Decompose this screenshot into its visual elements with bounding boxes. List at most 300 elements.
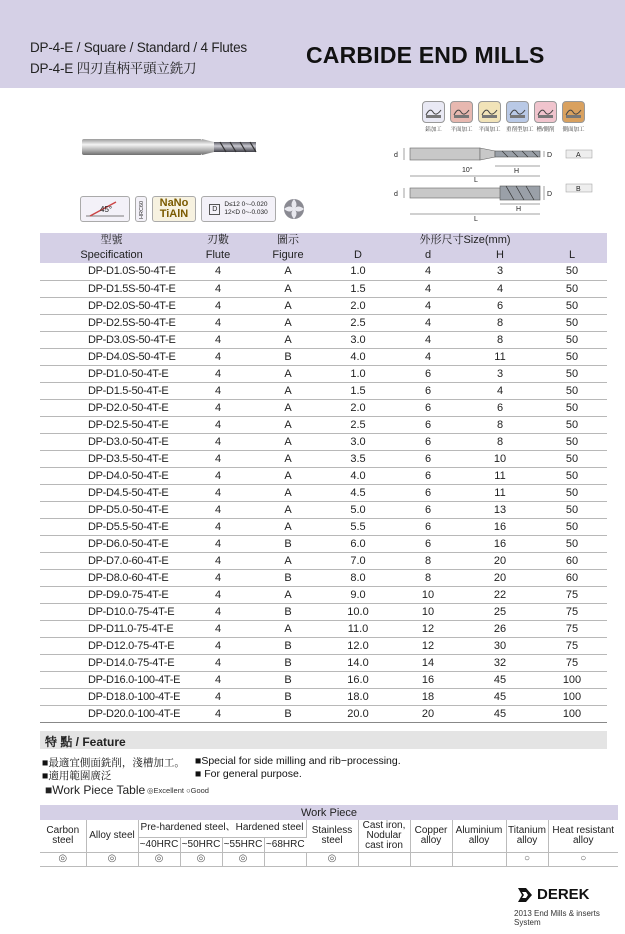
header-subtitle-cn: DP-4-E 四刃直柄平頭立銑刀: [30, 61, 197, 76]
col-flute-en: Flute: [205, 249, 231, 261]
table-cell: B: [253, 569, 323, 586]
table-cell: 8: [393, 552, 463, 569]
table-cell: 4: [183, 280, 253, 297]
coating-text-1: NaNo: [159, 197, 189, 209]
table-cell: 100: [537, 688, 607, 705]
table-cell: 45: [463, 688, 537, 705]
machining-type-icon: [450, 101, 473, 123]
table-row: [40, 331, 607, 348]
table-cell: 50: [537, 280, 607, 297]
dim-H-b: H: [516, 206, 522, 213]
table-row: [40, 518, 607, 535]
table-cell: 10: [463, 450, 537, 467]
table-cell: 2.5: [323, 314, 393, 331]
table-cell: 8.0: [323, 569, 393, 586]
table-cell: 12.0: [323, 637, 393, 654]
table-cell: 2.0: [323, 399, 393, 416]
rating-cell: [264, 852, 306, 866]
table-cell: DP-D2.0-50-4T-E: [40, 399, 183, 416]
table-cell: DP-D2.0S-50-4T-E: [40, 297, 183, 314]
dim-d-b: d: [394, 191, 398, 198]
rating-cell: [452, 852, 506, 866]
table-cell: 4: [183, 705, 253, 722]
hardness-subheader: ~68HRC: [264, 837, 306, 852]
table-cell: DP-D3.5-50-4T-E: [40, 450, 183, 467]
table-cell: 50: [537, 484, 607, 501]
table-cell: 10: [393, 586, 463, 603]
col-figure-cn: 圖示: [277, 234, 299, 246]
table-cell: 75: [537, 654, 607, 671]
table-cell: 11.0: [323, 620, 393, 637]
table-cell: A: [253, 382, 323, 399]
table-cell: 50: [537, 331, 607, 348]
table-row: [40, 637, 607, 654]
table-cell: A: [253, 314, 323, 331]
table-row: [40, 586, 607, 603]
table-cell: 4: [183, 416, 253, 433]
work-piece-label: ■Work Piece Table: [45, 783, 146, 797]
table-cell: 6: [463, 399, 537, 416]
table-cell: 6: [393, 484, 463, 501]
table-cell: A: [253, 450, 323, 467]
work-piece-header: Alloy steel: [86, 820, 138, 852]
machining-type-icon: [422, 101, 445, 123]
hardness-subheader: ~40HRC: [138, 837, 180, 852]
table-row: [40, 433, 607, 450]
table-row: [40, 705, 607, 722]
rating-cell: ○: [506, 852, 548, 866]
table-cell: 3.0: [323, 433, 393, 450]
table-row: [40, 467, 607, 484]
table-cell: DP-D2.5S-50-4T-E: [40, 314, 183, 331]
tolerance-line-1: D≤12 0~-0.020: [224, 201, 268, 208]
table-cell: A: [253, 297, 323, 314]
table-cell: 4: [393, 297, 463, 314]
table-cell: 4: [183, 688, 253, 705]
feature-title: 特 點 / Feature: [45, 735, 126, 749]
table-cell: 4: [183, 518, 253, 535]
col-D: D: [354, 249, 362, 261]
table-cell: 3.5: [323, 450, 393, 467]
table-cell: 50: [537, 450, 607, 467]
coating-text-2: TiAlN: [159, 208, 189, 220]
machining-type-icon: [562, 101, 585, 123]
table-cell: 14.0: [323, 654, 393, 671]
table-row: [40, 501, 607, 518]
work-piece-header: Pre-hardened steel、Hardened steel: [138, 820, 306, 837]
material-icon-caption: 重削型加工: [506, 127, 534, 133]
table-cell: 4: [393, 348, 463, 365]
table-row: [40, 365, 607, 382]
table-cell: 75: [537, 586, 607, 603]
col-figure-en: Figure: [272, 249, 304, 261]
table-cell: 5.5: [323, 518, 393, 535]
table-cell: 50: [537, 382, 607, 399]
table-cell: 4: [183, 671, 253, 688]
table-cell: 45: [463, 705, 537, 722]
table-cell: 50: [537, 348, 607, 365]
table-cell: DP-D8.0-60-4T-E: [40, 569, 183, 586]
table-cell: 6: [393, 382, 463, 399]
table-cell: 50: [537, 263, 607, 280]
table-cell: 4.5: [323, 484, 393, 501]
table-cell: DP-D14.0-75-4T-E: [40, 654, 183, 671]
table-cell: DP-D18.0-100-4T-E: [40, 688, 183, 705]
dim-D-a: D: [547, 152, 553, 159]
drawing-label-b: B: [576, 186, 581, 193]
rating-cell: ◎: [138, 852, 180, 866]
table-cell: A: [253, 399, 323, 416]
table-cell: 18: [393, 688, 463, 705]
end-mill-photo: [80, 133, 260, 166]
table-cell: 4: [183, 552, 253, 569]
table-cell: 6: [393, 450, 463, 467]
table-cell: 32: [463, 654, 537, 671]
material-icon-0: [422, 101, 445, 135]
table-cell: 50: [537, 467, 607, 484]
table-cell: 4: [183, 450, 253, 467]
table-cell: DP-D4.0S-50-4T-E: [40, 348, 183, 365]
table-cell: 50: [537, 501, 607, 518]
machining-type-icon: [534, 101, 557, 123]
table-cell: 3.0: [323, 331, 393, 348]
table-cell: 50: [537, 416, 607, 433]
rating-cell: ◎: [86, 852, 138, 866]
table-cell: 4: [183, 314, 253, 331]
table-cell: 4: [183, 382, 253, 399]
table-cell: 50: [537, 399, 607, 416]
table-cell: B: [253, 705, 323, 722]
hardness-subheader: ~55HRC: [222, 837, 264, 852]
col-H: H: [496, 249, 504, 261]
header-subtitle-en: DP-4-E / Square / Standard / 4 Flutes: [30, 40, 247, 55]
table-cell: 4.0: [323, 348, 393, 365]
table-cell: 4.0: [323, 467, 393, 484]
table-cell: 30: [463, 637, 537, 654]
table-cell: 6.0: [323, 535, 393, 552]
rating-cell: [410, 852, 452, 866]
table-cell: 6: [463, 297, 537, 314]
table-row: [40, 484, 607, 501]
tolerance-symbol: D: [209, 204, 220, 215]
table-cell: 1.0: [323, 365, 393, 382]
table-cell: 6: [393, 518, 463, 535]
table-cell: 20: [463, 569, 537, 586]
brand-name: DEREK: [537, 886, 590, 903]
material-icon-5: [562, 101, 585, 135]
table-cell: 4: [183, 603, 253, 620]
footer-note: 2013 End Mills & inserts System: [514, 909, 600, 927]
table-cell: 14: [393, 654, 463, 671]
table-cell: 1.5: [323, 280, 393, 297]
table-cell: 11: [463, 348, 537, 365]
table-cell: 4: [183, 467, 253, 484]
table-cell: 12: [393, 620, 463, 637]
table-cell: A: [253, 467, 323, 484]
table-cell: 3: [463, 263, 537, 280]
table-row: [40, 382, 607, 399]
table-cell: 50: [537, 297, 607, 314]
table-cell: 100: [537, 705, 607, 722]
material-icon-3: [506, 101, 534, 135]
table-cell: 4: [183, 620, 253, 637]
material-icon-1: [450, 101, 473, 135]
table-cell: DP-D4.0-50-4T-E: [40, 467, 183, 484]
table-cell: 13: [463, 501, 537, 518]
col-spec-cn: 型號: [100, 234, 123, 246]
table-cell: 75: [537, 603, 607, 620]
work-piece-header: Aluminium alloy: [452, 820, 506, 852]
table-cell: 8: [463, 416, 537, 433]
table-row: [40, 314, 607, 331]
table-cell: 6: [393, 501, 463, 518]
table-cell: DP-D12.0-75-4T-E: [40, 637, 183, 654]
table-cell: 4: [183, 586, 253, 603]
legend-good: ○Good: [186, 786, 209, 795]
dim-H-a: H: [514, 168, 520, 175]
feature-en-2: ■ For general purpose.: [195, 768, 302, 780]
material-icon-caption: 槽/側削: [536, 127, 555, 133]
table-cell: 4: [183, 637, 253, 654]
table-cell: 6: [393, 416, 463, 433]
rating-cell: ○: [548, 852, 618, 866]
helix-angle-text: 45°: [100, 205, 113, 214]
table-cell: DP-D7.0-60-4T-E: [40, 552, 183, 569]
feature-en-1: ■Special for side milling and rib−processing.: [195, 755, 401, 767]
table-cell: A: [253, 331, 323, 348]
table-cell: 6: [393, 467, 463, 484]
table-row: [40, 671, 607, 688]
table-cell: 4: [183, 331, 253, 348]
table-cell: DP-D1.5S-50-4T-E: [40, 280, 183, 297]
rating-legend: [147, 786, 209, 795]
flute-cross-section-icon: [281, 196, 307, 222]
table-cell: 25: [463, 603, 537, 620]
table-row: [40, 654, 607, 671]
table-cell: 4: [393, 263, 463, 280]
table-cell: 6: [393, 399, 463, 416]
work-piece-header: Stainless steel: [306, 820, 358, 852]
table-cell: DP-D1.5-50-4T-E: [40, 382, 183, 399]
table-cell: DP-D2.5-50-4T-E: [40, 416, 183, 433]
col-spec-en: Specification: [80, 249, 143, 261]
hardness-subheader: ~50HRC: [180, 837, 222, 852]
table-cell: A: [253, 365, 323, 382]
rating-cell: ◎: [40, 852, 86, 866]
table-cell: 60: [537, 552, 607, 569]
table-cell: 50: [537, 518, 607, 535]
page-title: CARBIDE END MILLS: [306, 42, 545, 68]
table-cell: 75: [537, 637, 607, 654]
table-cell: DP-D10.0-75-4T-E: [40, 603, 183, 620]
legend-excellent: ◎Excellent: [147, 786, 184, 795]
table-cell: B: [253, 535, 323, 552]
dim-d-a: d: [394, 152, 398, 159]
table-cell: A: [253, 501, 323, 518]
table-cell: 8: [463, 331, 537, 348]
rating-cell: ◎: [222, 852, 264, 866]
dim-L-a: L: [474, 177, 478, 184]
table-cell: A: [253, 552, 323, 569]
derek-logo-icon: [517, 887, 533, 908]
material-icon-caption: 鋁加工: [425, 127, 442, 133]
table-cell: 16: [393, 671, 463, 688]
table-cell: 20: [463, 552, 537, 569]
work-piece-header: Titanium alloy: [506, 820, 548, 852]
table-cell: 4: [393, 280, 463, 297]
table-cell: 6: [393, 365, 463, 382]
table-cell: 6: [393, 535, 463, 552]
table-cell: 16.0: [323, 671, 393, 688]
table-cell: 7.0: [323, 552, 393, 569]
rating-cell: ◎: [306, 852, 358, 866]
machining-type-icon: [506, 101, 529, 123]
table-cell: 3: [463, 365, 537, 382]
table-cell: B: [253, 637, 323, 654]
table-cell: 4: [463, 382, 537, 399]
dimension-drawings: [390, 140, 620, 227]
table-cell: 2.0: [323, 297, 393, 314]
work-piece-header: Carbon steel: [40, 820, 86, 852]
hrc-text: HRC60: [139, 200, 145, 219]
table-cell: DP-D1.0S-50-4T-E: [40, 263, 183, 280]
dim-L-b: L: [474, 216, 478, 222]
table-cell: A: [253, 280, 323, 297]
feature-cn-1: ■最適宜側面銑削，淺槽加工。: [42, 757, 185, 769]
table-cell: B: [253, 654, 323, 671]
table-cell: DP-D3.0S-50-4T-E: [40, 331, 183, 348]
table-row: [40, 688, 607, 705]
table-cell: A: [253, 484, 323, 501]
table-cell: DP-D9.0-75-4T-E: [40, 586, 183, 603]
table-cell: B: [253, 348, 323, 365]
table-cell: 45: [463, 671, 537, 688]
table-cell: 16: [463, 535, 537, 552]
table-cell: 100: [537, 671, 607, 688]
table-cell: 11: [463, 484, 537, 501]
feature-cn-2: ■適用範圍廣泛: [42, 770, 112, 782]
table-cell: DP-D3.0-50-4T-E: [40, 433, 183, 450]
table-cell: DP-D20.0-100-4T-E: [40, 705, 183, 722]
application-icons: [422, 101, 602, 135]
table-cell: 4: [183, 654, 253, 671]
material-icon-caption: 側面加工: [562, 127, 585, 133]
table-cell: 4: [183, 348, 253, 365]
table-cell: 10: [393, 603, 463, 620]
coating-badge: [152, 196, 196, 222]
table-cell: 2.5: [323, 416, 393, 433]
table-cell: DP-D16.0-100-4T-E: [40, 671, 183, 688]
table-cell: 22: [463, 586, 537, 603]
tolerance-badge: [201, 196, 276, 222]
table-cell: 4: [463, 280, 537, 297]
work-piece-header: Copper alloy: [410, 820, 452, 852]
helix-angle-badge: [80, 196, 130, 222]
dim-D-b: D: [547, 191, 553, 198]
table-cell: 18.0: [323, 688, 393, 705]
table-cell: 4: [183, 263, 253, 280]
rating-cell: [358, 852, 410, 866]
tolerance-line-2: 12<D 0~-0.030: [224, 209, 268, 216]
table-cell: 4: [183, 484, 253, 501]
material-icon-4: [534, 101, 557, 135]
table-cell: 1.5: [323, 382, 393, 399]
table-cell: 8: [463, 314, 537, 331]
material-icon-2: [478, 101, 501, 135]
col-L: L: [568, 249, 576, 261]
table-row: [40, 450, 607, 467]
table-cell: DP-D4.5-50-4T-E: [40, 484, 183, 501]
table-cell: 50: [537, 535, 607, 552]
material-icon-caption: 平面加工: [450, 127, 473, 133]
table-cell: A: [253, 586, 323, 603]
table-cell: 12: [393, 637, 463, 654]
header-band: [0, 0, 625, 88]
table-cell: 50: [537, 314, 607, 331]
table-cell: 4: [183, 365, 253, 382]
table-cell: 4: [183, 501, 253, 518]
table-cell: 20.0: [323, 705, 393, 722]
table-cell: B: [253, 603, 323, 620]
table-row: [40, 535, 607, 552]
table-row: [40, 399, 607, 416]
table-cell: 8: [463, 433, 537, 450]
table-cell: 4: [183, 399, 253, 416]
table-cell: DP-D11.0-75-4T-E: [40, 620, 183, 637]
table-row: [40, 297, 607, 314]
table-cell: 6: [393, 433, 463, 450]
drawing-label-a: A: [576, 152, 581, 159]
table-cell: B: [253, 671, 323, 688]
table-cell: DP-D5.0-50-4T-E: [40, 501, 183, 518]
table-row: [40, 552, 607, 569]
table-cell: DP-D6.0-50-4T-E: [40, 535, 183, 552]
table-cell: 4: [393, 331, 463, 348]
table-cell: 60: [537, 569, 607, 586]
table-cell: 16: [463, 518, 537, 535]
col-size-cn: 外形尺寸Size(mm): [419, 234, 511, 246]
table-row: [40, 603, 607, 620]
hrc-badge: [135, 196, 147, 222]
table-cell: A: [253, 263, 323, 280]
work-piece-table: [40, 805, 618, 867]
work-piece-title: Work Piece: [40, 805, 618, 820]
angle-label: 10°: [462, 167, 473, 174]
table-cell: 50: [537, 365, 607, 382]
machining-type-icon: [478, 101, 501, 123]
table-cell: B: [253, 688, 323, 705]
table-cell: 8: [393, 569, 463, 586]
table-cell: 4: [183, 297, 253, 314]
table-row: [40, 348, 607, 365]
table-cell: A: [253, 416, 323, 433]
table-cell: 26: [463, 620, 537, 637]
table-row: [40, 620, 607, 637]
col-d: d: [424, 249, 432, 261]
table-cell: 4: [183, 569, 253, 586]
table-cell: 20: [393, 705, 463, 722]
work-piece-header: Cast iron, Nodular cast iron: [358, 820, 410, 852]
table-row: [40, 263, 607, 280]
table-cell: DP-D1.0-50-4T-E: [40, 365, 183, 382]
table-cell: 1.0: [323, 263, 393, 280]
table-cell: 50: [537, 433, 607, 450]
table-cell: 75: [537, 620, 607, 637]
table-cell: 4: [183, 535, 253, 552]
material-icon-caption: 平面加工: [478, 127, 501, 133]
specification-table: [40, 233, 607, 723]
table-cell: A: [253, 433, 323, 450]
